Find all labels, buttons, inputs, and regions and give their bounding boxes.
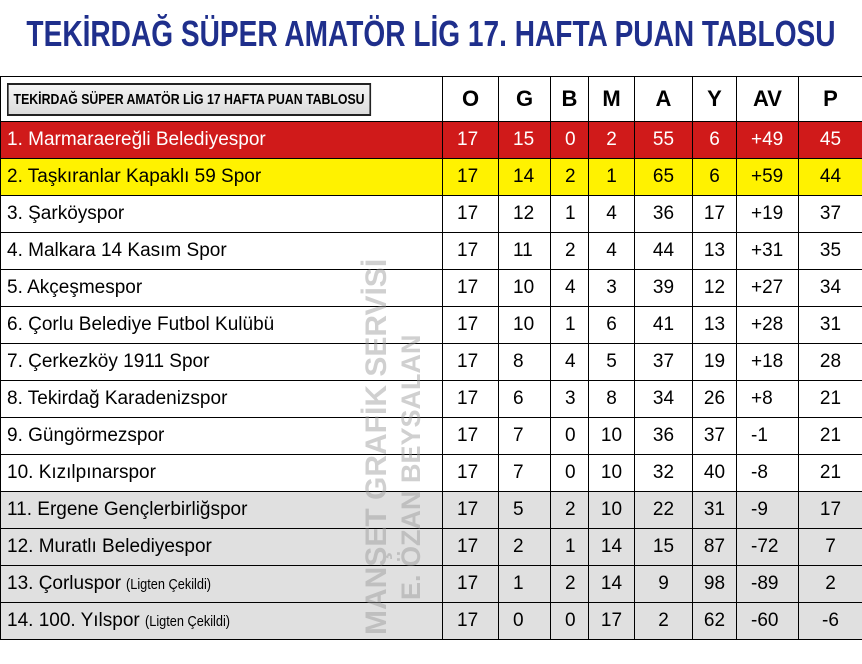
stat-cell-p: 17 xyxy=(799,492,862,529)
team-name-cell xyxy=(1,196,443,233)
column-header-m: M xyxy=(589,77,635,122)
table-row xyxy=(1,122,862,159)
stat-cell-av: +27 xyxy=(737,270,799,307)
stat-cell-g: 15 xyxy=(499,122,551,159)
stat-cell-a: 55 xyxy=(635,122,693,159)
stat-cell-a: 36 xyxy=(635,196,693,233)
stat-cell-b: 4 xyxy=(551,270,589,307)
column-header-av: AV xyxy=(737,77,799,122)
stat-cell-b: 3 xyxy=(551,381,589,418)
stat-cell-av: -89 xyxy=(737,566,799,603)
stat-cell-b: 1 xyxy=(551,529,589,566)
table-row xyxy=(1,455,862,492)
column-header-a: A xyxy=(635,77,693,122)
stat-cell-av: +31 xyxy=(737,233,799,270)
team-name: 3. Şarköyspor xyxy=(7,203,125,224)
stat-cell-b: 0 xyxy=(551,455,589,492)
team-name-cell xyxy=(1,270,443,307)
stat-cell-p: 35 xyxy=(799,233,862,270)
team-name: 1. Marmaraereğli Belediyespor xyxy=(7,129,266,150)
stat-cell-b: 2 xyxy=(551,233,589,270)
table-row xyxy=(1,233,862,270)
stat-cell-av: +28 xyxy=(737,307,799,344)
stat-cell-av: -60 xyxy=(737,603,799,640)
stat-cell-m: 4 xyxy=(589,196,635,233)
column-header-o: O xyxy=(443,77,499,122)
stat-cell-m: 6 xyxy=(589,307,635,344)
standings-body xyxy=(1,122,862,640)
team-name: 6. Çorlu Belediye Futbol Kulübü xyxy=(7,314,275,335)
team-name-cell xyxy=(1,159,443,196)
stat-cell-m: 4 xyxy=(589,233,635,270)
column-header-y: Y xyxy=(693,77,737,122)
column-header-g: G xyxy=(499,77,551,122)
stat-cell-y: 87 xyxy=(693,529,737,566)
stat-cell-p: 37 xyxy=(799,196,862,233)
team-name: 2. Taşkıranlar Kapaklı 59 Spor xyxy=(7,166,262,187)
stat-cell-b: 2 xyxy=(551,492,589,529)
stat-cell-p: 7 xyxy=(799,529,862,566)
stat-cell-av: -8 xyxy=(737,455,799,492)
stat-cell-y: 37 xyxy=(693,418,737,455)
stat-cell-b: 0 xyxy=(551,603,589,640)
stat-cell-a: 15 xyxy=(635,529,693,566)
stat-cell-g: 1 xyxy=(499,566,551,603)
stat-cell-av: +59 xyxy=(737,159,799,196)
table-row xyxy=(1,381,862,418)
stat-cell-y: 17 xyxy=(693,196,737,233)
team-name: 12. Muratlı Belediyespor xyxy=(7,536,212,557)
stat-cell-b: 1 xyxy=(551,196,589,233)
stat-cell-b: 2 xyxy=(551,159,589,196)
stat-cell-y: 12 xyxy=(693,270,737,307)
stat-cell-p: 34 xyxy=(799,270,862,307)
stat-cell-g: 6 xyxy=(499,381,551,418)
stat-cell-av: +19 xyxy=(737,196,799,233)
stat-cell-m: 10 xyxy=(589,455,635,492)
stat-cell-y: 62 xyxy=(693,603,737,640)
team-name-cell xyxy=(1,455,443,492)
stat-cell-a: 36 xyxy=(635,418,693,455)
column-header-p: P xyxy=(799,77,862,122)
stat-cell-g: 10 xyxy=(499,270,551,307)
team-name: 8. Tekirdağ Karadenizspor xyxy=(7,388,228,409)
team-name: 11. Ergene Gençlerbirliğspor xyxy=(7,499,248,520)
stat-cell-g: 7 xyxy=(499,455,551,492)
team-name-cell xyxy=(1,603,443,640)
stat-cell-o: 17 xyxy=(443,159,499,196)
team-name-cell xyxy=(1,418,443,455)
team-name-cell xyxy=(1,344,443,381)
column-header-b: B xyxy=(551,77,589,122)
stat-cell-a: 9 xyxy=(635,566,693,603)
team-name-cell xyxy=(1,122,443,159)
stat-cell-g: 7 xyxy=(499,418,551,455)
table-row xyxy=(1,344,862,381)
stat-cell-p: 2 xyxy=(799,566,862,603)
stat-cell-a: 2 xyxy=(635,603,693,640)
stat-cell-p: 21 xyxy=(799,455,862,492)
stat-cell-g: 14 xyxy=(499,159,551,196)
stat-cell-o: 17 xyxy=(443,418,499,455)
team-name: 14. 100. Yılspor xyxy=(7,610,140,631)
stat-cell-o: 17 xyxy=(443,233,499,270)
stat-cell-m: 14 xyxy=(589,529,635,566)
team-name-cell xyxy=(1,492,443,529)
stat-cell-g: 10 xyxy=(499,307,551,344)
stat-cell-a: 41 xyxy=(635,307,693,344)
stat-cell-m: 1 xyxy=(589,159,635,196)
stat-cell-g: 11 xyxy=(499,233,551,270)
team-name-cell xyxy=(1,566,443,603)
stat-cell-m: 14 xyxy=(589,566,635,603)
stat-cell-a: 37 xyxy=(635,344,693,381)
stat-cell-y: 19 xyxy=(693,344,737,381)
stat-cell-y: 6 xyxy=(693,159,737,196)
team-name-cell xyxy=(1,381,443,418)
table-row xyxy=(1,529,862,566)
stat-cell-a: 32 xyxy=(635,455,693,492)
table-row xyxy=(1,566,862,603)
page-title: TEKİRDAĞ SÜPER AMATÖR LİG 17. HAFTA PUAN TABLOSU xyxy=(26,13,836,54)
standings-table xyxy=(0,76,862,640)
stat-cell-p: 21 xyxy=(799,381,862,418)
stat-cell-a: 44 xyxy=(635,233,693,270)
stat-cell-o: 17 xyxy=(443,344,499,381)
stat-cell-av: -1 xyxy=(737,418,799,455)
table-row xyxy=(1,603,862,640)
stat-cell-a: 39 xyxy=(635,270,693,307)
stat-cell-o: 17 xyxy=(443,196,499,233)
stat-cell-av: +18 xyxy=(737,344,799,381)
team-name: 10. Kızılpınarspor xyxy=(7,462,156,483)
stat-cell-g: 2 xyxy=(499,529,551,566)
stat-cell-y: 31 xyxy=(693,492,737,529)
stat-cell-av: +8 xyxy=(737,381,799,418)
table-row xyxy=(1,159,862,196)
team-name: 9. Güngörmezspor xyxy=(7,425,165,446)
stat-cell-p: 28 xyxy=(799,344,862,381)
stat-cell-b: 1 xyxy=(551,307,589,344)
stat-cell-y: 40 xyxy=(693,455,737,492)
stat-cell-p: 21 xyxy=(799,418,862,455)
team-name: 5. Akçeşmespor xyxy=(7,277,143,298)
stat-cell-o: 17 xyxy=(443,566,499,603)
stat-cell-y: 13 xyxy=(693,233,737,270)
stat-cell-m: 5 xyxy=(589,344,635,381)
table-header-title: TEKİRDAĞ SÜPER AMATÖR LİG 17 HAFTA PUAN TABLOSU xyxy=(1,77,443,122)
stat-cell-a: 34 xyxy=(635,381,693,418)
stat-cell-m: 2 xyxy=(589,122,635,159)
watermark-line-1: MANŞET GRAFİK SERVİSİ xyxy=(360,258,393,635)
stat-cell-m: 3 xyxy=(589,270,635,307)
stat-cell-g: 5 xyxy=(499,492,551,529)
table-row xyxy=(1,307,862,344)
stat-cell-a: 65 xyxy=(635,159,693,196)
team-name-cell xyxy=(1,307,443,344)
table-row xyxy=(1,270,862,307)
stat-cell-o: 17 xyxy=(443,455,499,492)
stat-cell-m: 8 xyxy=(589,381,635,418)
withdrawn-note: (Ligten Çekildi) xyxy=(126,576,212,593)
stat-cell-b: 4 xyxy=(551,344,589,381)
stat-cell-y: 6 xyxy=(693,122,737,159)
stat-cell-o: 17 xyxy=(443,381,499,418)
stat-cell-o: 17 xyxy=(443,122,499,159)
stat-cell-b: 0 xyxy=(551,122,589,159)
stat-cell-o: 17 xyxy=(443,529,499,566)
stat-cell-p: -6 xyxy=(799,603,862,640)
team-name-cell xyxy=(1,529,443,566)
table-header-row xyxy=(1,77,862,122)
stat-cell-g: 12 xyxy=(499,196,551,233)
stat-cell-o: 17 xyxy=(443,492,499,529)
stat-cell-b: 0 xyxy=(551,418,589,455)
team-name: 13. Çorluspor xyxy=(7,573,122,594)
stat-cell-o: 17 xyxy=(443,270,499,307)
table-row xyxy=(1,418,862,455)
stat-cell-g: 0 xyxy=(499,603,551,640)
stat-cell-m: 10 xyxy=(589,492,635,529)
stat-cell-m: 17 xyxy=(589,603,635,640)
stat-cell-av: -9 xyxy=(737,492,799,529)
stat-cell-y: 98 xyxy=(693,566,737,603)
stat-cell-p: 31 xyxy=(799,307,862,344)
stat-cell-p: 45 xyxy=(799,122,862,159)
withdrawn-note: (Ligten Çekildi) xyxy=(145,613,231,630)
stat-cell-av: +49 xyxy=(737,122,799,159)
stat-cell-a: 22 xyxy=(635,492,693,529)
team-name: 4. Malkara 14 Kasım Spor xyxy=(7,240,227,261)
stat-cell-y: 26 xyxy=(693,381,737,418)
stat-cell-m: 10 xyxy=(589,418,635,455)
stat-cell-b: 2 xyxy=(551,566,589,603)
stat-cell-o: 17 xyxy=(443,307,499,344)
table-row xyxy=(1,196,862,233)
stat-cell-o: 17 xyxy=(443,603,499,640)
stat-cell-g: 8 xyxy=(499,344,551,381)
stat-cell-y: 13 xyxy=(693,307,737,344)
table-row xyxy=(1,492,862,529)
stat-cell-p: 44 xyxy=(799,159,862,196)
team-name: 7. Çerkezköy 1911 Spor xyxy=(7,351,210,372)
stat-cell-av: -72 xyxy=(737,529,799,566)
watermark-line-2: E. ÖZAN BEYSALAN xyxy=(396,334,426,600)
team-name-cell xyxy=(1,233,443,270)
